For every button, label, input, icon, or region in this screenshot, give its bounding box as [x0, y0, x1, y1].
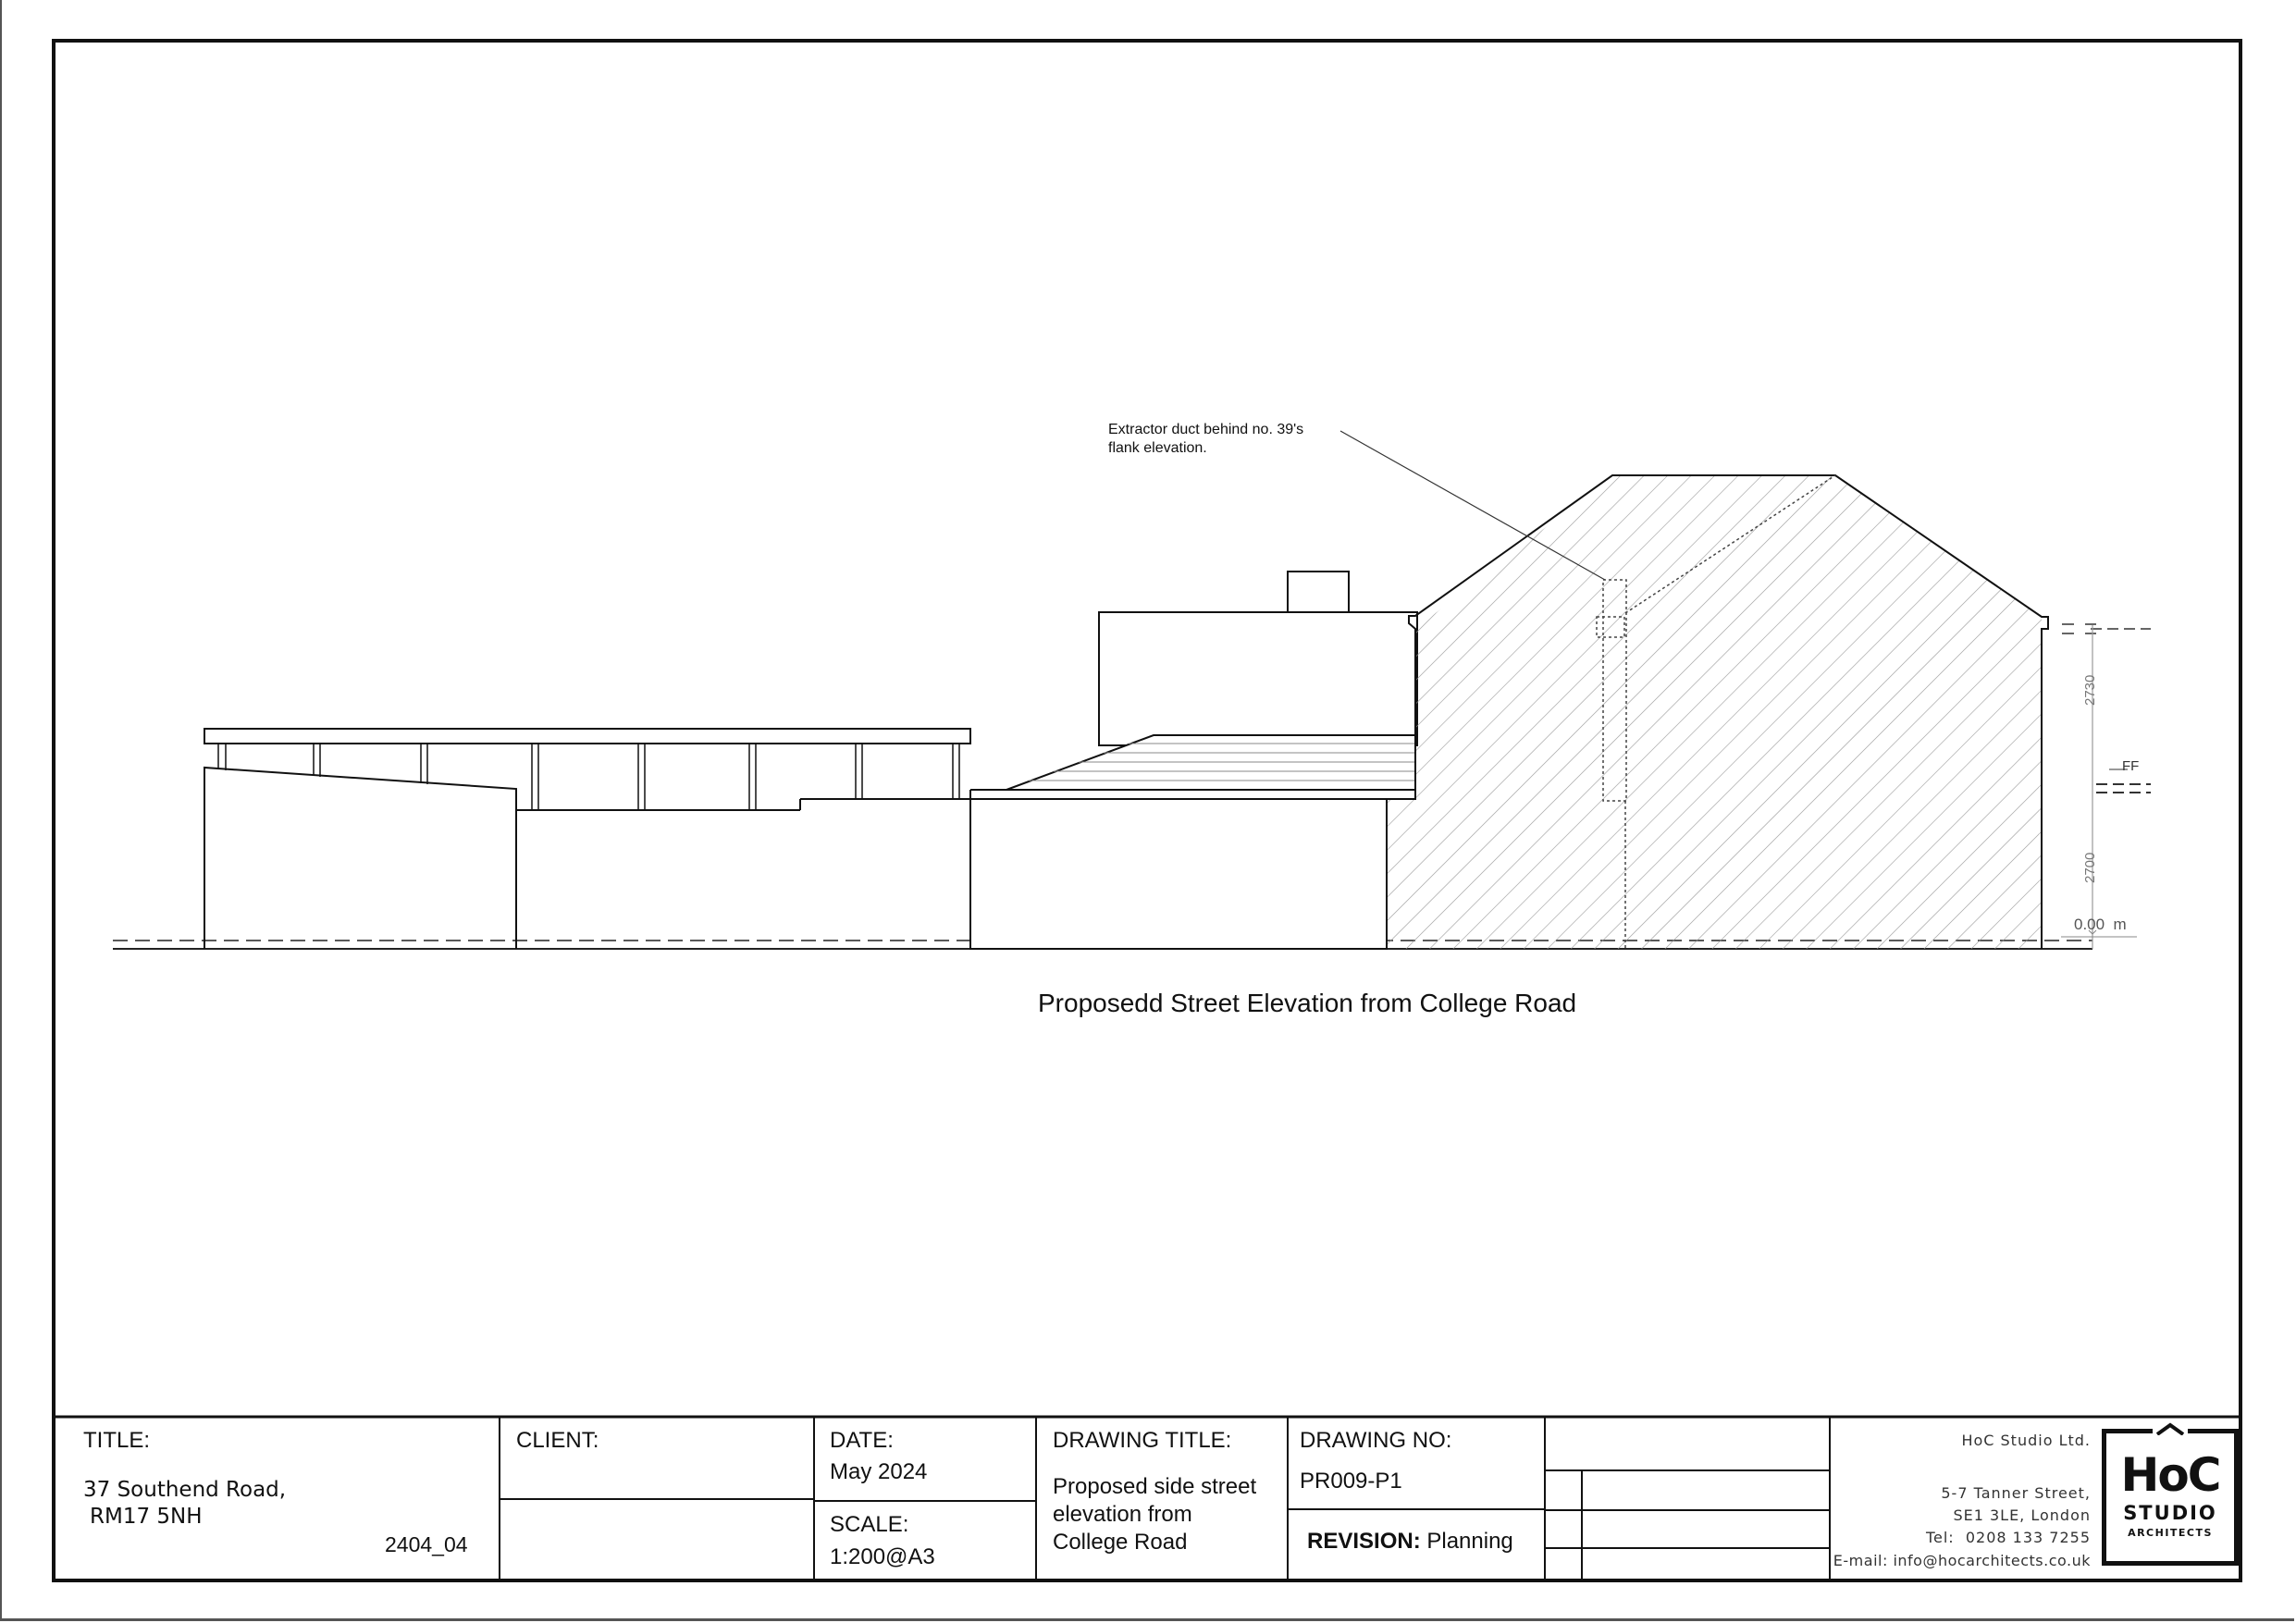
drawing-title-label: DRAWING TITLE:	[1053, 1428, 1232, 1453]
drawing-no-value: PR009-P1	[1300, 1469, 1402, 1494]
ff-label: FF	[2122, 758, 2140, 774]
title-address-line-2: RM17 5NH	[90, 1505, 203, 1529]
studio-address-line-1: 5-7 Tanner Street,	[1941, 1484, 2091, 1502]
level-label: 0.00 m	[2074, 916, 2127, 933]
studio-email: E-mail: info@hocarchitects.co.uk	[1833, 1552, 2091, 1569]
date-value: May 2024	[830, 1459, 928, 1484]
level-dimensions	[2061, 624, 2151, 949]
scale-label: SCALE:	[830, 1512, 909, 1537]
studio-telephone: Tel: 0208 133 7255	[1925, 1529, 2091, 1546]
hatched-house	[1387, 475, 2048, 949]
drawing-title-line-3: College Road	[1053, 1530, 1188, 1555]
date-label: DATE:	[830, 1428, 894, 1453]
revision	[1307, 1529, 1513, 1555]
studio-name: HoC Studio Ltd.	[1961, 1432, 2091, 1449]
drawing-title-line-2: elevation from	[1053, 1502, 1192, 1527]
scale-value: 1:200@A3	[830, 1544, 935, 1569]
client-label: CLIENT:	[516, 1428, 599, 1453]
dimension-2700: 2700	[2082, 852, 2098, 883]
logo-studio-text: STUDIO	[2123, 1502, 2217, 1524]
logo-main-text: HoC	[2120, 1448, 2220, 1502]
project-number: 2404_04	[385, 1532, 468, 1556]
drawing-no-label: DRAWING NO:	[1300, 1428, 1452, 1453]
studio-address-line-2: SE1 3LE, London	[1953, 1506, 2091, 1524]
revision-label: REVISION:	[1307, 1529, 1421, 1554]
annotation-leader	[1340, 431, 1605, 580]
revision-value: Planning	[1426, 1529, 1513, 1554]
logo-roof-icon	[2156, 1422, 2184, 1435]
middle-building	[970, 572, 1417, 949]
logo-architects-text: ARCHITECTS	[2128, 1527, 2213, 1539]
dimension-2730: 2730	[2082, 674, 2098, 706]
annotation-line-2: flank elevation.	[1108, 440, 1207, 456]
drawing-title-line-1: Proposed side street	[1053, 1474, 1257, 1499]
annotation-line-1: Extractor duct behind no. 39's	[1108, 422, 1304, 437]
drawing-caption: Proposedd Street Elevation from College Road	[1038, 989, 1577, 1017]
hoc-studio-logo	[2102, 1429, 2239, 1566]
title-address-line-1: 37 Southend Road,	[83, 1478, 287, 1502]
title-label: TITLE:	[83, 1428, 151, 1453]
